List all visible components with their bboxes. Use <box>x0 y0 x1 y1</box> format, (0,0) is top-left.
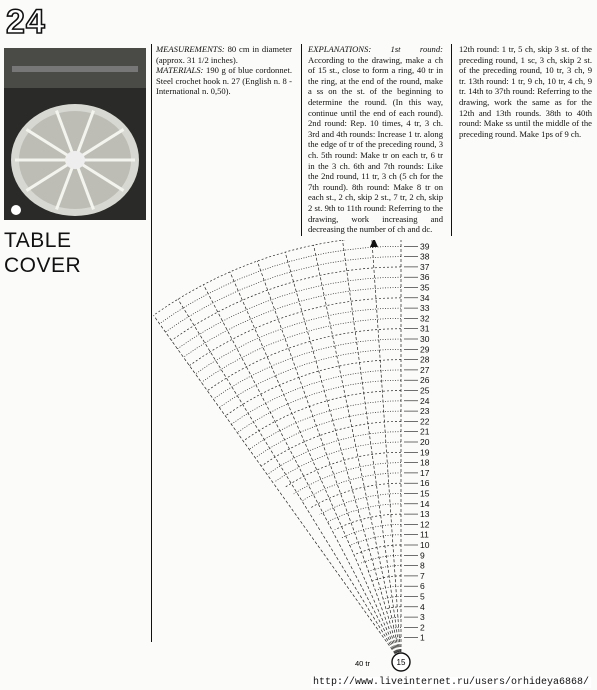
column-measurements <box>156 44 292 97</box>
round-number: 7 <box>420 570 425 581</box>
start-arrow-icon <box>370 240 378 247</box>
radial-line <box>343 240 402 662</box>
round-arc <box>177 277 401 349</box>
round-number <box>420 240 430 241</box>
pattern-number: 24 <box>6 3 46 41</box>
center-caption: 40 tr <box>355 659 371 668</box>
round-number: 14 <box>420 498 430 509</box>
round-arc <box>195 308 401 374</box>
round-number: 38 <box>420 251 430 262</box>
radial-line <box>257 261 401 662</box>
round-number: 21 <box>420 426 430 437</box>
round-arc <box>207 329 401 391</box>
round-number: 8 <box>420 560 425 571</box>
round-arc <box>183 288 401 358</box>
round-arc <box>165 257 401 333</box>
round-number: 29 <box>420 344 430 355</box>
round-number: 9 <box>420 550 425 561</box>
round-number: 20 <box>420 437 430 447</box>
round-number: 15 <box>420 488 430 499</box>
round-number: 33 <box>420 303 430 314</box>
round-number: 39 <box>420 241 430 252</box>
round-number: 18 <box>420 457 430 468</box>
title-line-1: TABLE <box>4 229 72 252</box>
round-arc <box>225 360 401 416</box>
round-arc <box>311 483 401 507</box>
title-line-2: COVER <box>4 254 82 277</box>
round-number: 19 <box>420 447 430 458</box>
source-url: http://www.liveinternet.ru/users/orhideya6868/ <box>312 677 589 688</box>
round-number: 24 <box>420 395 430 406</box>
round-arc <box>294 463 401 494</box>
round-arc <box>361 555 401 563</box>
round-number: 12 <box>420 519 430 530</box>
round-arc <box>396 638 401 639</box>
round-number: 28 <box>420 354 430 365</box>
round-number: 22 <box>420 416 430 427</box>
explanations-label: EXPLANATIONS: 1st round: <box>308 44 443 54</box>
radial-line <box>203 285 401 662</box>
round-number: 25 <box>420 385 430 396</box>
round-number: 16 <box>420 478 430 489</box>
round-arc <box>171 267 401 341</box>
round-number: 2 <box>420 622 425 633</box>
round-number: 37 <box>420 261 430 272</box>
round-arc <box>382 597 401 600</box>
materials-label: MATERIALS: <box>156 65 204 76</box>
column-divider <box>301 44 302 236</box>
round-number: 17 <box>420 467 430 478</box>
round-arc <box>255 411 401 458</box>
round-arc <box>372 576 401 581</box>
column-explanations <box>308 44 443 235</box>
round-number: 26 <box>420 375 430 386</box>
round-arc <box>249 401 401 450</box>
round-number: 23 <box>420 406 430 417</box>
round-arc <box>261 421 401 466</box>
round-arc <box>219 349 401 407</box>
measurements-text: 80 cm in diameter (approx. 31 1/2 inches). <box>156 44 292 65</box>
round-number: 36 <box>420 272 430 283</box>
round-arc <box>285 452 402 487</box>
round-number: 6 <box>420 581 425 592</box>
center-ring-label: 15 <box>396 658 406 667</box>
crochet-diagram <box>0 240 597 690</box>
radial-line <box>154 315 402 662</box>
round-number: 11 <box>420 529 429 540</box>
round-number: 34 <box>420 292 430 303</box>
round-number: 4 <box>420 601 425 612</box>
round-arc <box>213 339 401 399</box>
rounds-text: 12th round: 1 tr, 5 ch, skip 3 st. of the preceding round, 1 sc, 3 ch, skip 2 st. of the preceding round, 10 tr, 3 ch, 9 tr. 13th round: 1 tr, 9 ch, 10 tr, 4 ch, 9 tr. 14th to 37th round: Referring to the drawing, work the same as for the 12th and 13th rounds. 38th to 40th round: Make ss until the middle of the preceding round. Make 1ps of 9 ch. <box>459 44 592 139</box>
round-number: 35 <box>420 282 430 293</box>
measurements-label: MEASUREMENTS: <box>156 44 225 54</box>
round-arc <box>243 391 401 442</box>
round-arc <box>275 442 401 482</box>
column-divider-2 <box>451 44 452 236</box>
round-number: 27 <box>420 364 430 375</box>
round-arc <box>189 298 401 366</box>
radial-line <box>178 299 401 662</box>
round-arc <box>154 240 402 315</box>
radial-line <box>314 245 401 662</box>
explanations-text: According to the drawing, make a ch of 15 st., close to form a ring, 40 tr in the ring, at the end of the round, make a ss on the st. of the beginning to determine the round. (In this way, continue until the end of each round). 2nd round: Rep. 10 times, 4 tr, 3 ch. 3rd and 4th rounds: Increase 1 tr. along the edge of tr of the preceding round, 3 ch. 5th round: Make tr on each tr, 6 tr in the 3 ch. 6th and 7th rounds: Like the 2nd round, 11 tr, 3 ch (5 ch for the 7th round). 8th round: Make 8 tr on each st., 2 ch, skip 2 st., 7 tr, 2 ch, skip 2 st. 9th to 11th round: Referring to the drawing, work increasing and decreasing the number of ch and dc. <box>308 54 443 235</box>
round-number: 13 <box>420 509 430 520</box>
round-number: 10 <box>420 540 430 550</box>
round-number: 1 <box>420 632 425 643</box>
round-number: 3 <box>420 612 425 623</box>
round-arc <box>367 566 401 572</box>
materials-text: 190 g of blue cordonnet. Steel crochet hook n. 27 (English n. 8 - International n. 0,50). <box>156 65 292 97</box>
round-number: 31 <box>420 323 430 334</box>
radial-line <box>285 252 401 662</box>
round-number: 32 <box>420 313 430 324</box>
radial-line <box>372 240 401 662</box>
round-arc <box>390 617 402 619</box>
round-arc <box>231 370 401 424</box>
radial-line <box>230 272 401 662</box>
doily-photo <box>4 48 146 220</box>
round-number: 30 <box>420 334 430 344</box>
column-rounds <box>459 44 592 139</box>
round-number: 5 <box>420 591 425 602</box>
